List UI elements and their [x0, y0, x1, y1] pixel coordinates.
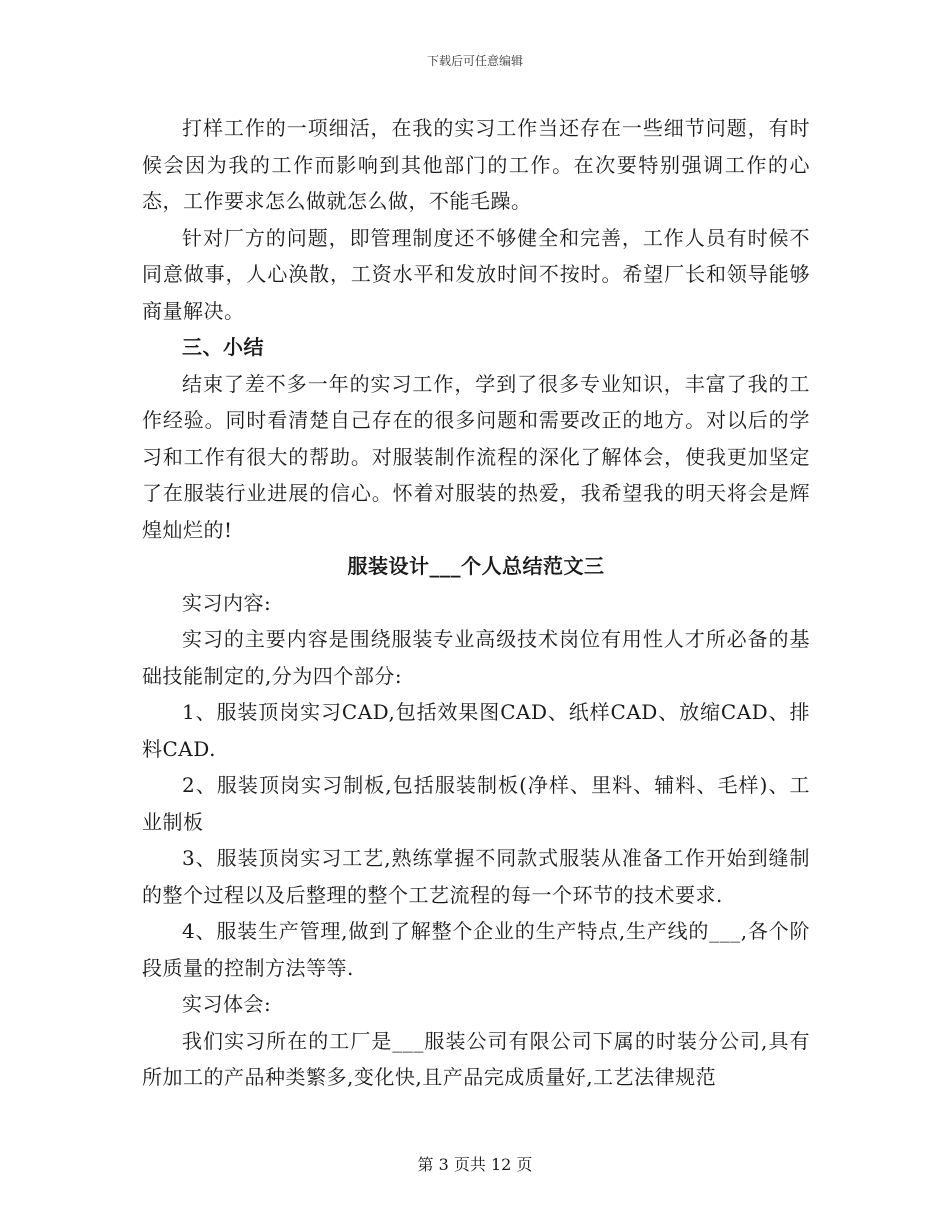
list-item-cad: 1、服装顶岗实习CAD,包括效果图CAD、纸样CAD、放缩CAD、排料CAD. [142, 700, 810, 761]
list-item-craft: 3、服装顶岗实习工艺,熟练掌握不同款式服装从准备工作开始到缝制的整个过程以及后整理的整个工艺流程的每一个环节的技术要求. [142, 846, 810, 907]
page-header: 下载后可任意编辑 [426, 54, 523, 68]
paragraph-factory-issues: 针对厂方的问题，即管理制度还不够健全和完善，工作人员有时候不同意做事，人心涣散，工资水平和发放时间不按时。希望厂长和领导能够商量解决。 [142, 225, 810, 323]
document-title: 服装设计___个人总结范文三 [347, 554, 605, 578]
document-body [142, 110, 810, 1096]
list-item-management: 4、服装生产管理,做到了解整个企业的生产特点,生产线的___,各个阶段质量的控制方法等等. [142, 919, 810, 980]
page-footer: 第 3 页共 12 页 [417, 1155, 533, 1174]
label-internship-experience: 实习体会: [182, 992, 272, 1016]
label-internship-content: 实习内容: [182, 590, 272, 615]
section-heading-summary: 三、小结 [182, 335, 264, 359]
list-item-patternmaking: 2、服装顶岗实习制板,包括服装制板(净样、里料、辅料、毛样)、工业制板 [142, 773, 810, 834]
paragraph-summary: 结束了差不多一年的实习工作，学到了很多专业知识，丰富了我的工作经验。同时看清楚自己存在的很多问题和需要改正的地方。对以后的学习和工作有很大的帮助。对服装制作流程的深化了解体会，使我更加坚定了在服装行业进展的信心。怀着对服装的热爱，我希望我的明天将会是辉煌灿烂的! [142, 371, 810, 542]
paragraph-sampling-work: 打样工作的一项细活，在我的实习工作当还存在一些细节问题，有时候会因为我的工作而影响到其他部门的工作。在次要特别强调工作的心态，工作要求怎么做就怎么做，不能毛躁。 [142, 116, 810, 213]
paragraph-factory-intro: 我们实习所在的工厂是___服装公司有限公司下属的时装分公司,具有所加工的产品种类繁多,变化快,且产品完成质量好,工艺法律规范 [142, 1028, 810, 1089]
paragraph-content-intro: 实习的主要内容是围绕服装专业高级技术岗位有用性人才所必备的基础技能制定的,分为四个部分: [142, 627, 810, 688]
